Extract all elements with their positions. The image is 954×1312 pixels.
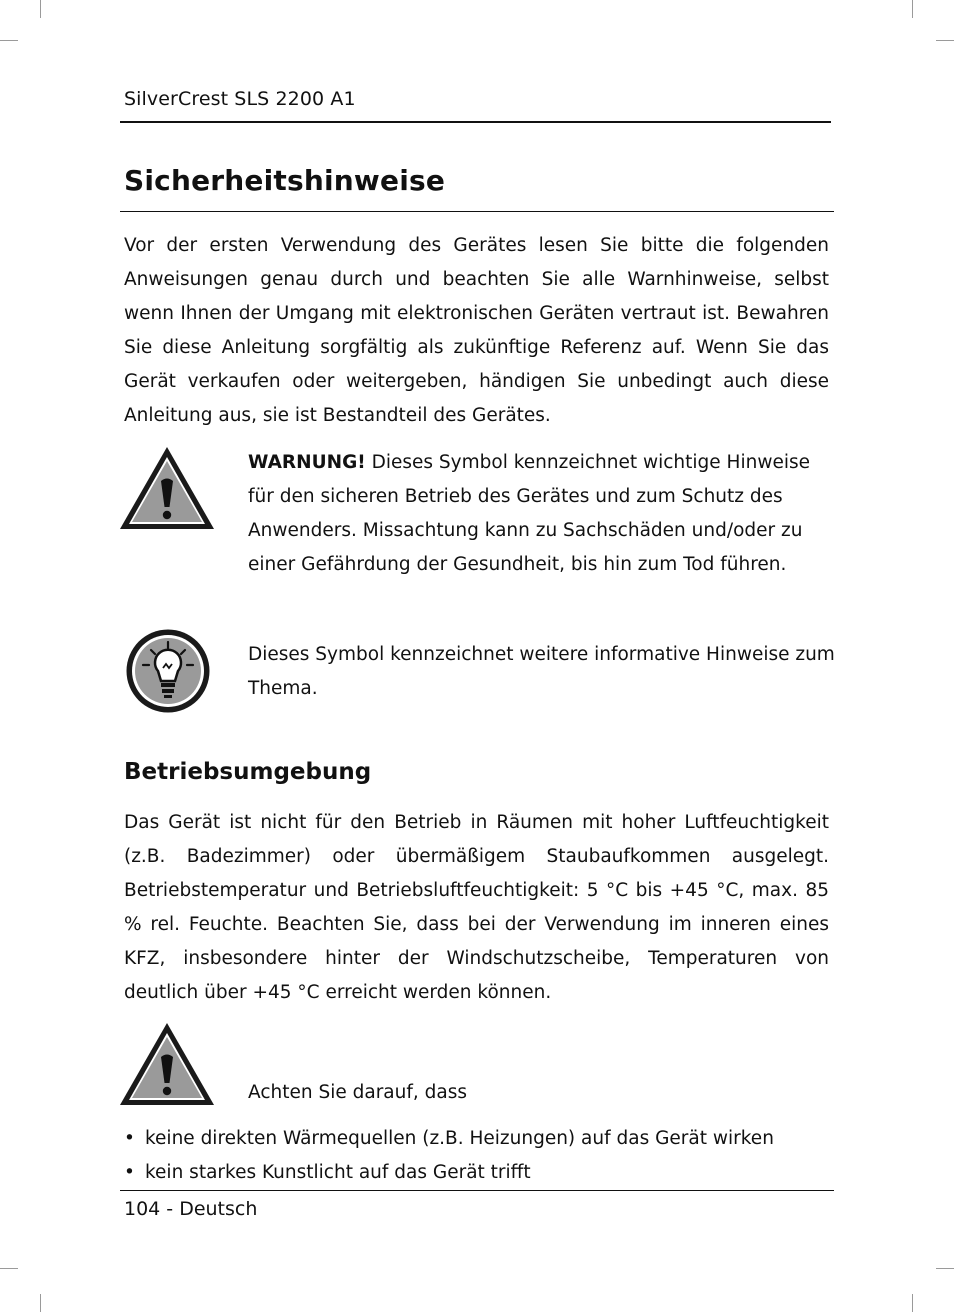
warning-note-text: Dieses Symbol kennzeichnet wichtige Hinweise für den sicheren Betrieb des Gerätes und zum Schutz des Anwenders. Missachtung kann zu Sachschäden und/oder zu einer Gefährdung der Gesundheit, bis hin zum Tod führen. <box>248 452 811 575</box>
warning-triangle-icon <box>118 1021 216 1107</box>
list-item-text: kein starkes Kunstlicht auf das Gerät trifft <box>145 1162 531 1183</box>
intro-paragraph: Vor der ersten Verwendung des Gerätes lesen Sie bitte die folgenden Anweisungen genau durch und beachten Sie alle Warnhinweise, selbst wenn Ihnen der Umgang mit elektronischen Geräten vertraut ist. Bewahren Sie diese Anleitung sorgfältig als zukünftige Referenz auf. Wenn Sie das Gerät verkaufen oder weitergeben, händigen Sie unbedingt auch diese Anleitung aus, sie ist Bestandteil des Gerätes. <box>124 235 829 426</box>
crop-mark <box>0 40 18 41</box>
warning-triangle-icon <box>118 445 216 531</box>
list-item-text: keine direkten Wärmequellen (z.B. Heizungen) auf das Gerät wirken <box>145 1128 774 1149</box>
warning-note <box>248 446 838 582</box>
crop-mark <box>912 1294 913 1312</box>
info-note-text: Dieses Symbol kennzeichnet weitere informative Hinweise zum Thema. <box>248 644 835 699</box>
crop-mark <box>936 40 954 41</box>
warning-label: WARNUNG! <box>248 452 366 473</box>
bullet-icon: • <box>124 1128 135 1149</box>
lightbulb-icon <box>125 628 211 714</box>
bullet-icon: • <box>124 1162 135 1183</box>
header-divider <box>120 121 831 123</box>
crop-mark <box>936 1268 954 1269</box>
crop-mark <box>0 1268 18 1269</box>
list-item <box>124 1156 531 1190</box>
list-item <box>124 1122 774 1156</box>
footer-divider <box>120 1190 834 1191</box>
crop-mark <box>912 0 913 18</box>
environment-warning-text: Achten Sie darauf, dass <box>248 1082 467 1103</box>
crop-mark <box>40 0 41 18</box>
page-footer: 104 - Deutsch <box>124 1198 258 1220</box>
crop-mark <box>40 1294 41 1312</box>
page-header-title: SilverCrest SLS 2200 A1 <box>124 88 356 110</box>
heading-divider <box>120 211 834 212</box>
section-heading: Sicherheitshinweise <box>124 164 446 197</box>
environment-paragraph: Das Gerät ist nicht für den Betrieb in Räumen mit hoher Luftfeuchtigkeit (z.B. Badezimmer) oder übermäßigem Staubaufkommen ausgelegt. Betriebstemperatur und Betriebsluftfeuchtigkeit: 5 °C bis +45 °C, max. 85 % rel. Feuchte. Beachten Sie, dass bei der Verwendung im inneren eines KFZ, insbesondere hinter der Windschutzscheibe, Temperaturen von deutlich über +45 °C erreicht werden können. <box>124 812 829 1003</box>
subsection-heading: Betriebsumgebung <box>124 759 372 785</box>
